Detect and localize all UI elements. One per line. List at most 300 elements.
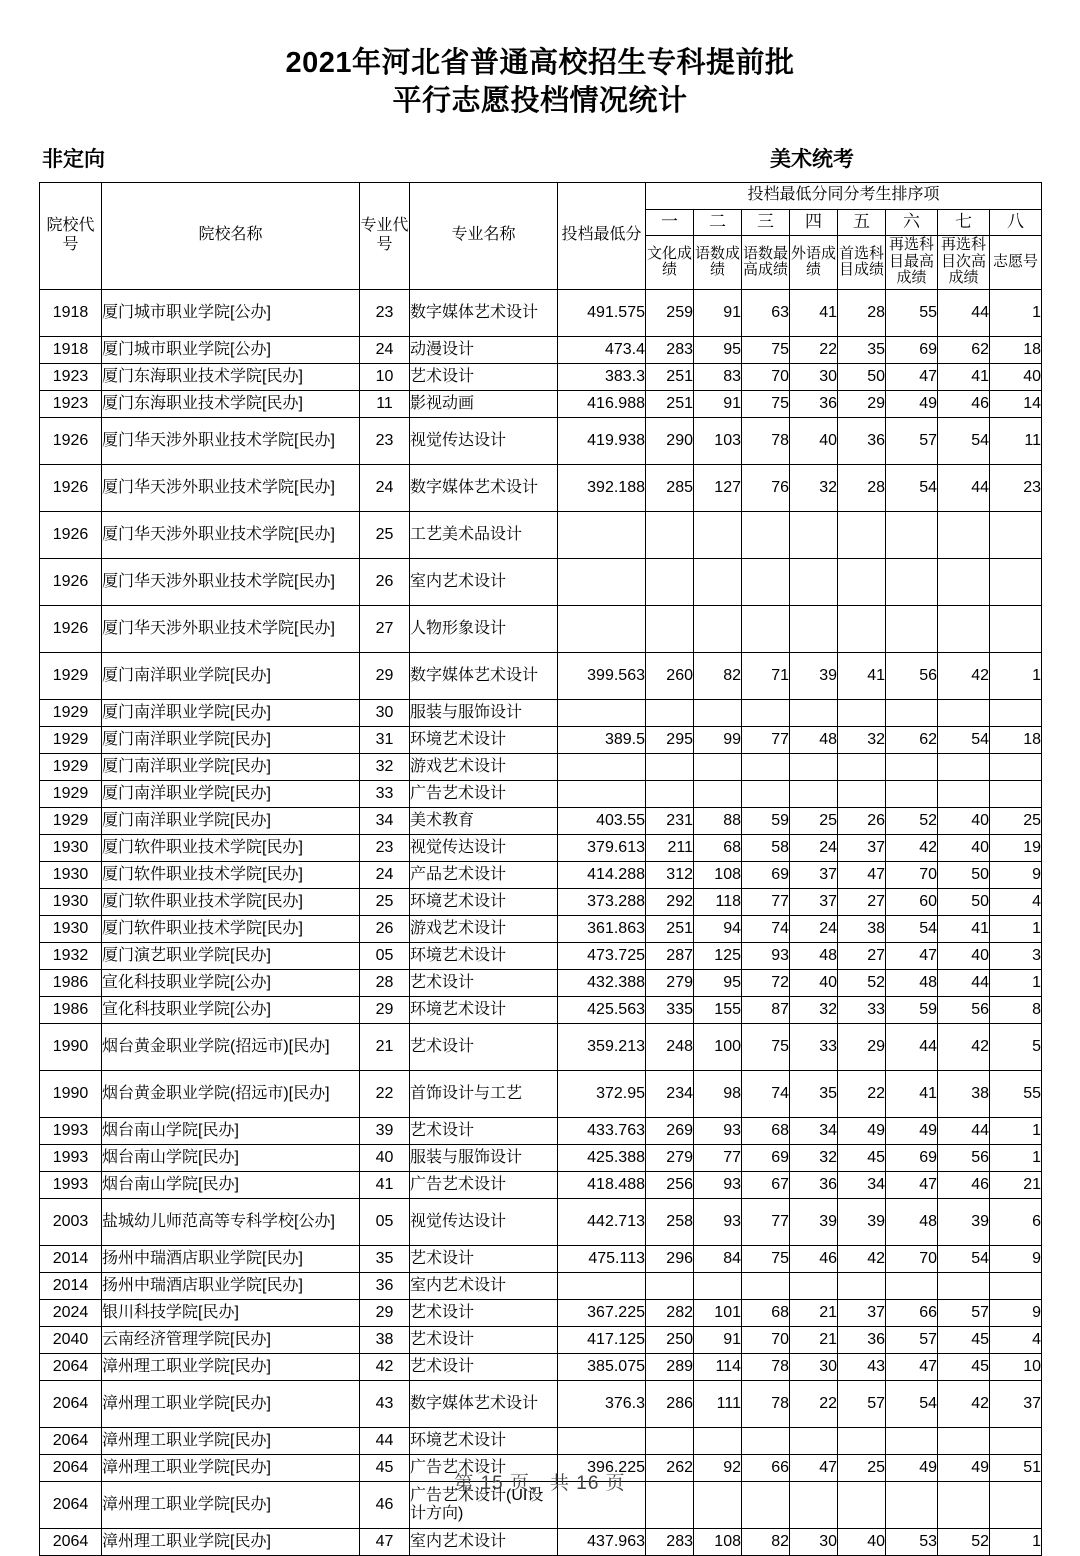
table-row bbox=[40, 1023, 1042, 1070]
table-row bbox=[40, 861, 1042, 888]
header-ordinal-1: 一 bbox=[646, 209, 694, 235]
cell-tiebreak-4: 24 bbox=[790, 915, 838, 942]
cell-tiebreak-6 bbox=[886, 605, 938, 652]
cell-min-score: 473.4 bbox=[558, 336, 646, 363]
cell-tiebreak-1 bbox=[646, 1427, 694, 1454]
cell-tiebreak-7: 44 bbox=[938, 969, 990, 996]
cell-major-code: 43 bbox=[360, 1380, 410, 1427]
table-row bbox=[40, 915, 1042, 942]
cell-school-name: 厦门南洋职业学院[民办] bbox=[102, 780, 360, 807]
cell-tiebreak-2: 84 bbox=[694, 1245, 742, 1272]
cell-tiebreak-5 bbox=[838, 558, 886, 605]
cell-tiebreak-5: 43 bbox=[838, 1353, 886, 1380]
cell-tiebreak-8: 1 bbox=[990, 1144, 1042, 1171]
cell-major-code: 25 bbox=[360, 511, 410, 558]
cell-tiebreak-6 bbox=[886, 511, 938, 558]
cell-tiebreak-1: 248 bbox=[646, 1023, 694, 1070]
cell-school-name: 漳州理工职业学院[民办] bbox=[102, 1427, 360, 1454]
cell-tiebreak-5 bbox=[838, 605, 886, 652]
cell-tiebreak-7: 44 bbox=[938, 464, 990, 511]
cell-tiebreak-1: 292 bbox=[646, 888, 694, 915]
cell-min-score: 403.55 bbox=[558, 807, 646, 834]
cell-school-name: 烟台黄金职业学院(招远市)[民办] bbox=[102, 1070, 360, 1117]
cell-tiebreak-6: 70 bbox=[886, 861, 938, 888]
cell-school-code: 1993 bbox=[40, 1117, 102, 1144]
cell-major-name: 艺术设计 bbox=[410, 1299, 558, 1326]
cell-tiebreak-3: 63 bbox=[742, 289, 790, 336]
cell-tiebreak-5: 45 bbox=[838, 1144, 886, 1171]
cell-tiebreak-8: 9 bbox=[990, 1299, 1042, 1326]
cell-tiebreak-3: 69 bbox=[742, 1144, 790, 1171]
cell-tiebreak-1: 285 bbox=[646, 464, 694, 511]
cell-school-name: 厦门城市职业学院[公办] bbox=[102, 336, 360, 363]
cell-tiebreak-8: 1 bbox=[990, 1528, 1042, 1555]
cell-tiebreak-5 bbox=[838, 511, 886, 558]
cell-tiebreak-2: 83 bbox=[694, 363, 742, 390]
cell-major-name: 环境艺术设计 bbox=[410, 996, 558, 1023]
cell-tiebreak-6: 59 bbox=[886, 996, 938, 1023]
cell-school-name: 银川科技学院[民办] bbox=[102, 1299, 360, 1326]
admission-table-wrapper bbox=[39, 182, 1041, 1556]
cell-tiebreak-6: 41 bbox=[886, 1070, 938, 1117]
cell-min-score: 437.963 bbox=[558, 1528, 646, 1555]
cell-tiebreak-3: 70 bbox=[742, 1326, 790, 1353]
cell-major-code: 47 bbox=[360, 1528, 410, 1555]
cell-tiebreak-3: 67 bbox=[742, 1171, 790, 1198]
cell-school-code: 1929 bbox=[40, 780, 102, 807]
header-school-name: 院校名称 bbox=[102, 182, 360, 289]
cell-min-score: 442.713 bbox=[558, 1198, 646, 1245]
cell-tiebreak-6: 54 bbox=[886, 915, 938, 942]
cell-school-name: 扬州中瑞酒店职业学院[民办] bbox=[102, 1245, 360, 1272]
cell-tiebreak-3: 77 bbox=[742, 1198, 790, 1245]
cell-major-name: 游戏艺术设计 bbox=[410, 753, 558, 780]
cell-school-code: 1926 bbox=[40, 464, 102, 511]
cell-tiebreak-1: 260 bbox=[646, 652, 694, 699]
cell-school-name: 烟台南山学院[民办] bbox=[102, 1171, 360, 1198]
cell-tiebreak-1: 312 bbox=[646, 861, 694, 888]
cell-tiebreak-1: 262 bbox=[646, 1454, 694, 1481]
cell-tiebreak-5: 36 bbox=[838, 417, 886, 464]
header-major-name: 专业名称 bbox=[410, 182, 558, 289]
cell-tiebreak-7: 57 bbox=[938, 1299, 990, 1326]
cell-tiebreak-1: 296 bbox=[646, 1245, 694, 1272]
cell-tiebreak-5 bbox=[838, 1272, 886, 1299]
cell-min-score: 416.988 bbox=[558, 390, 646, 417]
cell-major-name: 艺术设计 bbox=[410, 363, 558, 390]
cell-school-name: 漳州理工职业学院[民办] bbox=[102, 1454, 360, 1481]
cell-major-code: 24 bbox=[360, 336, 410, 363]
cell-tiebreak-4: 48 bbox=[790, 942, 838, 969]
cell-tiebreak-8: 3 bbox=[990, 942, 1042, 969]
cell-min-score bbox=[558, 780, 646, 807]
cell-tiebreak-2 bbox=[694, 699, 742, 726]
cell-school-name: 厦门南洋职业学院[民办] bbox=[102, 726, 360, 753]
cell-major-code: 34 bbox=[360, 807, 410, 834]
cell-tiebreak-4: 37 bbox=[790, 861, 838, 888]
cell-tiebreak-6 bbox=[886, 1427, 938, 1454]
table-head bbox=[40, 182, 1042, 289]
cell-tiebreak-8: 37 bbox=[990, 1380, 1042, 1427]
cell-tiebreak-2: 93 bbox=[694, 1117, 742, 1144]
cell-tiebreak-8: 9 bbox=[990, 1245, 1042, 1272]
cell-tiebreak-3: 58 bbox=[742, 834, 790, 861]
cell-tiebreak-2: 114 bbox=[694, 1353, 742, 1380]
cell-tiebreak-8 bbox=[990, 605, 1042, 652]
cell-school-name: 漳州理工职业学院[民办] bbox=[102, 1380, 360, 1427]
cell-major-code: 29 bbox=[360, 652, 410, 699]
cell-tiebreak-1: 283 bbox=[646, 1528, 694, 1555]
cell-tiebreak-3: 59 bbox=[742, 807, 790, 834]
cell-min-score: 417.125 bbox=[558, 1326, 646, 1353]
cell-school-name: 厦门华天涉外职业技术学院[民办] bbox=[102, 464, 360, 511]
cell-school-code: 1929 bbox=[40, 807, 102, 834]
cell-tiebreak-1: 335 bbox=[646, 996, 694, 1023]
cell-min-score: 419.938 bbox=[558, 417, 646, 464]
cell-tiebreak-4: 46 bbox=[790, 1245, 838, 1272]
cell-school-name: 烟台南山学院[民办] bbox=[102, 1117, 360, 1144]
cell-tiebreak-2: 125 bbox=[694, 942, 742, 969]
cell-school-code: 2024 bbox=[40, 1299, 102, 1326]
cell-tiebreak-4 bbox=[790, 605, 838, 652]
cell-min-score: 385.075 bbox=[558, 1353, 646, 1380]
cell-tiebreak-3 bbox=[742, 605, 790, 652]
cell-tiebreak-3: 69 bbox=[742, 861, 790, 888]
cell-school-name: 厦门华天涉外职业技术学院[民办] bbox=[102, 511, 360, 558]
cell-major-code: 26 bbox=[360, 558, 410, 605]
cell-tiebreak-7: 38 bbox=[938, 1070, 990, 1117]
header-subject-culture-score: 文化成绩 bbox=[646, 235, 694, 289]
cell-tiebreak-7: 54 bbox=[938, 1245, 990, 1272]
cell-tiebreak-6: 49 bbox=[886, 1117, 938, 1144]
cell-tiebreak-1 bbox=[646, 558, 694, 605]
cell-major-name: 环境艺术设计 bbox=[410, 726, 558, 753]
cell-school-code: 1990 bbox=[40, 1023, 102, 1070]
cell-tiebreak-4: 39 bbox=[790, 652, 838, 699]
cell-tiebreak-2: 108 bbox=[694, 1528, 742, 1555]
cell-min-score: 399.563 bbox=[558, 652, 646, 699]
cell-tiebreak-5: 22 bbox=[838, 1070, 886, 1117]
cell-school-code: 1929 bbox=[40, 652, 102, 699]
cell-tiebreak-3: 75 bbox=[742, 390, 790, 417]
table-row bbox=[40, 1528, 1042, 1555]
cell-school-code: 2040 bbox=[40, 1326, 102, 1353]
cell-school-code: 2064 bbox=[40, 1481, 102, 1528]
cell-tiebreak-7: 46 bbox=[938, 1171, 990, 1198]
cell-tiebreak-7 bbox=[938, 511, 990, 558]
cell-min-score bbox=[558, 699, 646, 726]
cell-tiebreak-5: 34 bbox=[838, 1171, 886, 1198]
cell-tiebreak-2: 108 bbox=[694, 861, 742, 888]
cell-tiebreak-3: 74 bbox=[742, 915, 790, 942]
cell-tiebreak-8 bbox=[990, 1272, 1042, 1299]
cell-tiebreak-2: 88 bbox=[694, 807, 742, 834]
cell-tiebreak-7: 42 bbox=[938, 652, 990, 699]
cell-tiebreak-3: 87 bbox=[742, 996, 790, 1023]
cell-min-score: 433.763 bbox=[558, 1117, 646, 1144]
cell-major-name: 环境艺术设计 bbox=[410, 942, 558, 969]
cell-tiebreak-6: 62 bbox=[886, 726, 938, 753]
cell-school-code: 1926 bbox=[40, 417, 102, 464]
cell-tiebreak-8: 1 bbox=[990, 969, 1042, 996]
cell-major-name: 人物形象设计 bbox=[410, 605, 558, 652]
cell-tiebreak-3: 77 bbox=[742, 888, 790, 915]
header-ordinal-3: 三 bbox=[742, 209, 790, 235]
cell-tiebreak-7: 41 bbox=[938, 363, 990, 390]
cell-tiebreak-2: 118 bbox=[694, 888, 742, 915]
cell-tiebreak-8: 10 bbox=[990, 1353, 1042, 1380]
cell-tiebreak-3: 68 bbox=[742, 1117, 790, 1144]
cell-tiebreak-7: 54 bbox=[938, 726, 990, 753]
cell-tiebreak-6: 47 bbox=[886, 363, 938, 390]
cell-school-name: 厦门城市职业学院[公办] bbox=[102, 289, 360, 336]
cell-major-name: 室内艺术设计 bbox=[410, 558, 558, 605]
cell-tiebreak-7: 56 bbox=[938, 1144, 990, 1171]
cell-major-code: 35 bbox=[360, 1245, 410, 1272]
cell-major-name: 艺术设计 bbox=[410, 1023, 558, 1070]
cell-min-score bbox=[558, 753, 646, 780]
cell-school-name: 厦门东海职业技术学院[民办] bbox=[102, 363, 360, 390]
cell-tiebreak-6: 55 bbox=[886, 289, 938, 336]
cell-major-name: 广告艺术设计 bbox=[410, 1171, 558, 1198]
cell-school-code: 1918 bbox=[40, 289, 102, 336]
cell-major-code: 28 bbox=[360, 969, 410, 996]
header-volunteer-number: 志愿号 bbox=[990, 235, 1042, 289]
table-row bbox=[40, 363, 1042, 390]
cell-tiebreak-3: 66 bbox=[742, 1454, 790, 1481]
cell-major-code: 45 bbox=[360, 1454, 410, 1481]
cell-tiebreak-5: 39 bbox=[838, 1198, 886, 1245]
cell-major-code: 23 bbox=[360, 417, 410, 464]
cell-tiebreak-2 bbox=[694, 558, 742, 605]
cell-tiebreak-7: 45 bbox=[938, 1353, 990, 1380]
cell-tiebreak-1: 211 bbox=[646, 834, 694, 861]
table-row bbox=[40, 289, 1042, 336]
header-ordinal-8: 八 bbox=[990, 209, 1042, 235]
cell-major-name: 视觉传达设计 bbox=[410, 417, 558, 464]
cell-major-code: 25 bbox=[360, 888, 410, 915]
cell-major-name: 艺术设计 bbox=[410, 1353, 558, 1380]
table-row bbox=[40, 1117, 1042, 1144]
cell-min-score: 361.863 bbox=[558, 915, 646, 942]
cell-tiebreak-1: 234 bbox=[646, 1070, 694, 1117]
cell-tiebreak-4: 25 bbox=[790, 807, 838, 834]
table-row bbox=[40, 1326, 1042, 1353]
cell-tiebreak-2: 101 bbox=[694, 1299, 742, 1326]
cell-tiebreak-4 bbox=[790, 780, 838, 807]
cell-major-code: 42 bbox=[360, 1353, 410, 1380]
cell-tiebreak-2: 95 bbox=[694, 969, 742, 996]
cell-school-code: 1926 bbox=[40, 605, 102, 652]
cell-min-score: 367.225 bbox=[558, 1299, 646, 1326]
table-row bbox=[40, 753, 1042, 780]
cell-major-code: 23 bbox=[360, 289, 410, 336]
cell-tiebreak-4: 41 bbox=[790, 289, 838, 336]
cell-major-code: 10 bbox=[360, 363, 410, 390]
cell-tiebreak-1: 258 bbox=[646, 1198, 694, 1245]
cell-tiebreak-7: 40 bbox=[938, 834, 990, 861]
cell-tiebreak-5: 29 bbox=[838, 390, 886, 417]
cell-tiebreak-2: 92 bbox=[694, 1454, 742, 1481]
cell-tiebreak-1: 256 bbox=[646, 1171, 694, 1198]
cell-major-code: 38 bbox=[360, 1326, 410, 1353]
cell-tiebreak-1 bbox=[646, 511, 694, 558]
cell-tiebreak-7: 39 bbox=[938, 1198, 990, 1245]
cell-school-code: 1993 bbox=[40, 1144, 102, 1171]
cell-tiebreak-5: 32 bbox=[838, 726, 886, 753]
cell-tiebreak-2: 100 bbox=[694, 1023, 742, 1070]
cell-major-name: 广告艺术设计(UI设计方向) bbox=[410, 1481, 558, 1528]
cell-tiebreak-7: 44 bbox=[938, 289, 990, 336]
cell-tiebreak-2: 127 bbox=[694, 464, 742, 511]
cell-school-code: 1930 bbox=[40, 888, 102, 915]
cell-school-name: 盐城幼儿师范高等专科学校[公办] bbox=[102, 1198, 360, 1245]
cell-school-name: 厦门演艺职业学院[民办] bbox=[102, 942, 360, 969]
cell-school-name: 厦门华天涉外职业技术学院[民办] bbox=[102, 605, 360, 652]
cell-tiebreak-7 bbox=[938, 699, 990, 726]
header-ordinal-7: 七 bbox=[938, 209, 990, 235]
cell-tiebreak-6: 66 bbox=[886, 1299, 938, 1326]
cell-tiebreak-1: 231 bbox=[646, 807, 694, 834]
cell-min-score: 414.288 bbox=[558, 861, 646, 888]
page-title-line1: 2021年河北省普通高校招生专科提前批 bbox=[285, 47, 795, 79]
cell-tiebreak-4: 36 bbox=[790, 1171, 838, 1198]
cell-tiebreak-6: 47 bbox=[886, 1171, 938, 1198]
cell-tiebreak-1: 269 bbox=[646, 1117, 694, 1144]
cell-tiebreak-8: 1 bbox=[990, 289, 1042, 336]
cell-major-name: 首饰设计与工艺 bbox=[410, 1070, 558, 1117]
cell-tiebreak-8: 1 bbox=[990, 652, 1042, 699]
cell-major-code: 46 bbox=[360, 1481, 410, 1528]
cell-tiebreak-7: 42 bbox=[938, 1380, 990, 1427]
cell-tiebreak-3: 68 bbox=[742, 1299, 790, 1326]
cell-major-name: 艺术设计 bbox=[410, 1245, 558, 1272]
cell-school-code: 1993 bbox=[40, 1171, 102, 1198]
cell-major-name: 数字媒体艺术设计 bbox=[410, 652, 558, 699]
cell-tiebreak-1: 295 bbox=[646, 726, 694, 753]
cell-school-code: 1929 bbox=[40, 753, 102, 780]
cell-school-code: 1923 bbox=[40, 363, 102, 390]
cell-school-name: 漳州理工职业学院[民办] bbox=[102, 1481, 360, 1528]
cell-tiebreak-6: 44 bbox=[886, 1023, 938, 1070]
cell-school-name: 厦门东海职业技术学院[民办] bbox=[102, 390, 360, 417]
cell-tiebreak-3: 75 bbox=[742, 336, 790, 363]
cell-tiebreak-2: 98 bbox=[694, 1070, 742, 1117]
cell-tiebreak-4: 24 bbox=[790, 834, 838, 861]
cell-tiebreak-3: 74 bbox=[742, 1070, 790, 1117]
cell-tiebreak-2 bbox=[694, 605, 742, 652]
cell-tiebreak-7: 54 bbox=[938, 417, 990, 464]
header-subject-chinese-math-score: 语数成绩 bbox=[694, 235, 742, 289]
cell-tiebreak-4: 21 bbox=[790, 1326, 838, 1353]
page-title-line2: 平行志愿投档情况统计 bbox=[392, 85, 688, 118]
cell-school-name: 烟台南山学院[民办] bbox=[102, 1144, 360, 1171]
cell-school-code: 1929 bbox=[40, 726, 102, 753]
header-subject-secondary-elective-second: 再选科目次高成绩 bbox=[938, 235, 990, 289]
cell-tiebreak-5: 57 bbox=[838, 1380, 886, 1427]
cell-major-name: 视觉传达设计 bbox=[410, 1198, 558, 1245]
cell-tiebreak-5: 40 bbox=[838, 1528, 886, 1555]
cell-tiebreak-3 bbox=[742, 780, 790, 807]
cell-tiebreak-8 bbox=[990, 699, 1042, 726]
cell-school-name: 厦门软件职业技术学院[民办] bbox=[102, 888, 360, 915]
table-row bbox=[40, 780, 1042, 807]
cell-tiebreak-1: 283 bbox=[646, 336, 694, 363]
cell-tiebreak-7: 62 bbox=[938, 336, 990, 363]
header-tiebreak-group: 投档最低分同分考生排序项 bbox=[646, 182, 1042, 209]
cell-major-name: 广告艺术设计 bbox=[410, 780, 558, 807]
cell-tiebreak-8 bbox=[990, 511, 1042, 558]
table-row bbox=[40, 1353, 1042, 1380]
cell-tiebreak-7: 41 bbox=[938, 915, 990, 942]
cell-min-score: 372.95 bbox=[558, 1070, 646, 1117]
cell-tiebreak-2 bbox=[694, 780, 742, 807]
cell-major-name: 服装与服饰设计 bbox=[410, 699, 558, 726]
cell-major-code: 33 bbox=[360, 780, 410, 807]
cell-min-score: 425.388 bbox=[558, 1144, 646, 1171]
cell-school-code: 2064 bbox=[40, 1454, 102, 1481]
header-subject-secondary-elective-highest: 再选科目最高成绩 bbox=[886, 235, 938, 289]
cell-major-name: 数字媒体艺术设计 bbox=[410, 289, 558, 336]
cell-tiebreak-5: 26 bbox=[838, 807, 886, 834]
cell-tiebreak-4: 30 bbox=[790, 1528, 838, 1555]
table-row bbox=[40, 1144, 1042, 1171]
cell-school-name: 漳州理工职业学院[民办] bbox=[102, 1528, 360, 1555]
cell-major-name: 艺术设计 bbox=[410, 1117, 558, 1144]
cell-tiebreak-8: 6 bbox=[990, 1198, 1042, 1245]
cell-tiebreak-4 bbox=[790, 1272, 838, 1299]
cell-tiebreak-1: 279 bbox=[646, 1144, 694, 1171]
cell-min-score: 392.188 bbox=[558, 464, 646, 511]
cell-school-code: 2014 bbox=[40, 1245, 102, 1272]
cell-tiebreak-3 bbox=[742, 1427, 790, 1454]
cell-tiebreak-6: 48 bbox=[886, 1198, 938, 1245]
cell-tiebreak-6: 47 bbox=[886, 1353, 938, 1380]
table-row bbox=[40, 417, 1042, 464]
cell-major-code: 24 bbox=[360, 861, 410, 888]
cell-tiebreak-2: 93 bbox=[694, 1171, 742, 1198]
cell-tiebreak-7: 45 bbox=[938, 1326, 990, 1353]
cell-tiebreak-8: 51 bbox=[990, 1454, 1042, 1481]
cell-tiebreak-1 bbox=[646, 699, 694, 726]
table-row bbox=[40, 652, 1042, 699]
title-block bbox=[0, 0, 1080, 121]
cell-tiebreak-1: 251 bbox=[646, 915, 694, 942]
header-subject-foreign-language-score: 外语成绩 bbox=[790, 235, 838, 289]
cell-tiebreak-8: 18 bbox=[990, 336, 1042, 363]
cell-major-code: 23 bbox=[360, 834, 410, 861]
cell-tiebreak-4: 32 bbox=[790, 1144, 838, 1171]
cell-tiebreak-8: 11 bbox=[990, 417, 1042, 464]
cell-tiebreak-6 bbox=[886, 780, 938, 807]
cell-min-score: 389.5 bbox=[558, 726, 646, 753]
cell-school-code: 1926 bbox=[40, 558, 102, 605]
cell-tiebreak-8: 4 bbox=[990, 1326, 1042, 1353]
cell-major-code: 05 bbox=[360, 942, 410, 969]
header-ordinal-6: 六 bbox=[886, 209, 938, 235]
cell-tiebreak-3: 77 bbox=[742, 726, 790, 753]
cell-tiebreak-1: 286 bbox=[646, 1380, 694, 1427]
cell-tiebreak-2 bbox=[694, 753, 742, 780]
cell-tiebreak-4 bbox=[790, 699, 838, 726]
cell-tiebreak-6 bbox=[886, 699, 938, 726]
cell-tiebreak-7: 44 bbox=[938, 1117, 990, 1144]
cell-tiebreak-7 bbox=[938, 558, 990, 605]
cell-school-code: 1986 bbox=[40, 969, 102, 996]
cell-tiebreak-8: 1 bbox=[990, 1117, 1042, 1144]
cell-min-score: 379.613 bbox=[558, 834, 646, 861]
cell-tiebreak-8 bbox=[990, 780, 1042, 807]
